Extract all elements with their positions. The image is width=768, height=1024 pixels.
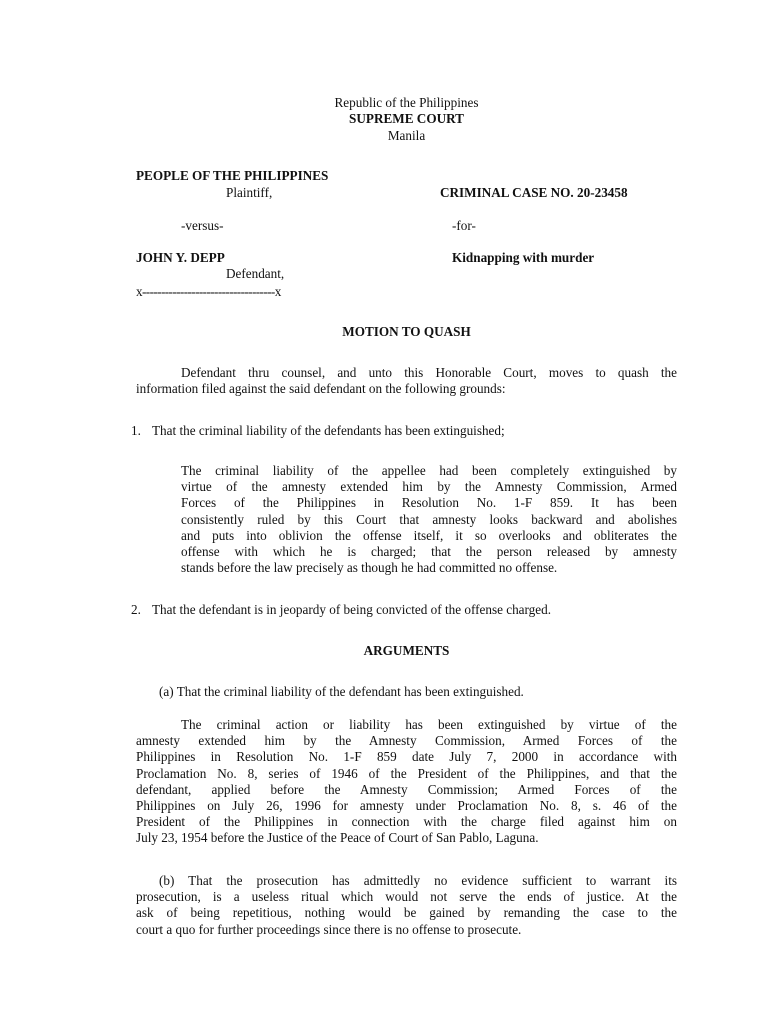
charge: Kidnapping with murder <box>452 250 595 265</box>
caption-separator: x-----------------------------------x <box>136 284 281 299</box>
defendant-role: Defendant, <box>226 266 285 281</box>
arguments-heading: ARGUMENTS <box>363 643 450 658</box>
ground-1-detail: The criminal liability of the appellee had been completely extinguished by virtue of the amnesty extended him by the Amnesty Commission, Armed Forces of the Philippines in Resolution No. 1-F 859. It has been consistently ruled by this Court that amnesty looks backward and abolishes and puts into oblivion the offense itself, it so overlooks and obliterates the offense with which he is charged; that the person released by amnesty stands before the law precisely as though he had committed no offense. <box>181 463 677 576</box>
argument-b-body: (b) That the prosecution has admittedly no evidence sufficient to warrant its prosecution, is a useless ritual which would not serve the ends of justice. At the ask of being repetitious, nothing would be gained by remanding the case to the court a quo for further proceedings since there is no offense to prosecute. <box>136 873 677 937</box>
republic-line: Republic of the Philippines <box>334 95 479 110</box>
for-label: -for- <box>452 218 476 233</box>
ground-1-number: 1. <box>131 423 141 438</box>
argument-a-label: (a) That the criminal liability of the defendant has been extinguished. <box>159 684 524 699</box>
ground-1-text: That the criminal liability of the defendants has been extinguished; <box>152 423 505 438</box>
plaintiff-role: Plaintiff, <box>226 185 273 200</box>
ground-2-number: 2. <box>131 602 141 617</box>
versus-label: -versus- <box>181 218 224 233</box>
motion-title: MOTION TO QUASH <box>342 324 471 339</box>
court-name: SUPREME COURT <box>349 111 464 126</box>
ground-2-text: That the defendant is in jeopardy of being convicted of the offense charged. <box>152 602 552 617</box>
defendant-name: JOHN Y. DEPP <box>136 250 225 265</box>
argument-a-body: The criminal action or liability has been extinguished by virtue of the amnesty extended him by the Amnesty Commission, Armed Forces of the Philippines in Resolution No. 1-F 859 date July 7, 2000 in accordance with Proclamation No. 8, series of 1946 of the President of the Philippines, and that the defendant, applied before the Amnesty Commission; Armed Forces of the Philippines on July 26, 1996 for amnesty under Proclamation No. 8, s. 46 of the President of the Philippines in connection with the charge filed against him on July 23, 1954 before the Justice of the Peace of Court of San Pablo, Laguna. <box>136 717 677 846</box>
city-line: Manila <box>387 128 426 143</box>
case-number: CRIMINAL CASE NO. 20-23458 <box>440 185 628 200</box>
plaintiff-name: PEOPLE OF THE PHILIPPINES <box>136 168 329 183</box>
intro-paragraph: Defendant thru counsel, and unto this Honorable Court, moves to quash the information filed against the said defendant on the following grounds: <box>136 365 677 397</box>
